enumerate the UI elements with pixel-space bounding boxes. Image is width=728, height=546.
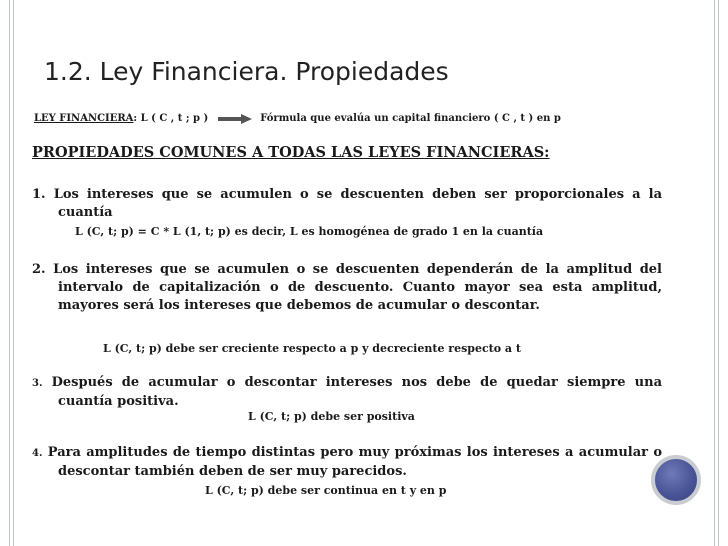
property-text	[32, 444, 662, 481]
property-number: 2.	[32, 262, 46, 277]
property-text	[32, 374, 662, 411]
property-number: 4.	[32, 448, 43, 459]
section-heading: PROPIEDADES COMUNES A TODAS LAS LEYES FINANCIERAS:	[32, 144, 550, 161]
property-4	[32, 444, 662, 481]
definition-label: LEY FINANCIERA	[34, 113, 134, 124]
definition-description: Fórmula que evalúa un capital financiero ( C , t ) en p	[260, 113, 561, 124]
right-arrow-icon	[218, 114, 252, 124]
property-2-formula: L (C, t; p) debe ser creciente respecto a p y decreciente respecto a t	[103, 342, 521, 355]
property-body: Para amplitudes de tiempo distintas pero muy próximas los intereses a acumular o descontar también deben de ser muy parecidos.	[47, 445, 662, 479]
property-body: Después de acumular o descontar intereses nos debe de quedar siempre una cuantía positiva.	[51, 375, 663, 409]
definition-signature: : L ( C , t ; p )	[133, 113, 209, 124]
definition-line	[34, 113, 561, 124]
property-4-formula: L (C, t; p) debe ser continua en t y en p	[205, 484, 447, 497]
property-1-formula: L (C, t; p) = C * L (1, t; p) es decir, L es homogénea de grado 1 en la cuantía	[75, 225, 544, 238]
slide-title: 1.2. Ley Financiera. Propiedades	[44, 57, 449, 86]
left-frame-line-inner	[13, 0, 14, 546]
property-3	[32, 374, 662, 411]
right-frame-line-outer	[718, 0, 719, 546]
property-body: Los intereses que se acumulen o se descuenten dependerán de la amplitud del intervalo de capitalización o de descuento. Cuanto mayor sea esta amplitud, mayores será los intereses que debemos de acumular o descontar.	[53, 262, 662, 313]
property-3-formula: L (C, t; p) debe ser positiva	[248, 410, 415, 423]
circle-ornament-icon	[651, 455, 701, 505]
property-body: Los intereses que se acumulen o se descuenten deben ser proporcionales a la cuantía	[53, 187, 663, 220]
right-frame-line	[714, 0, 715, 546]
property-2	[32, 261, 662, 315]
left-frame-line	[9, 0, 10, 546]
property-1	[32, 186, 662, 222]
property-text	[32, 186, 662, 222]
property-number: 3.	[32, 378, 43, 389]
property-text	[32, 261, 662, 315]
property-number: 1.	[32, 187, 46, 202]
